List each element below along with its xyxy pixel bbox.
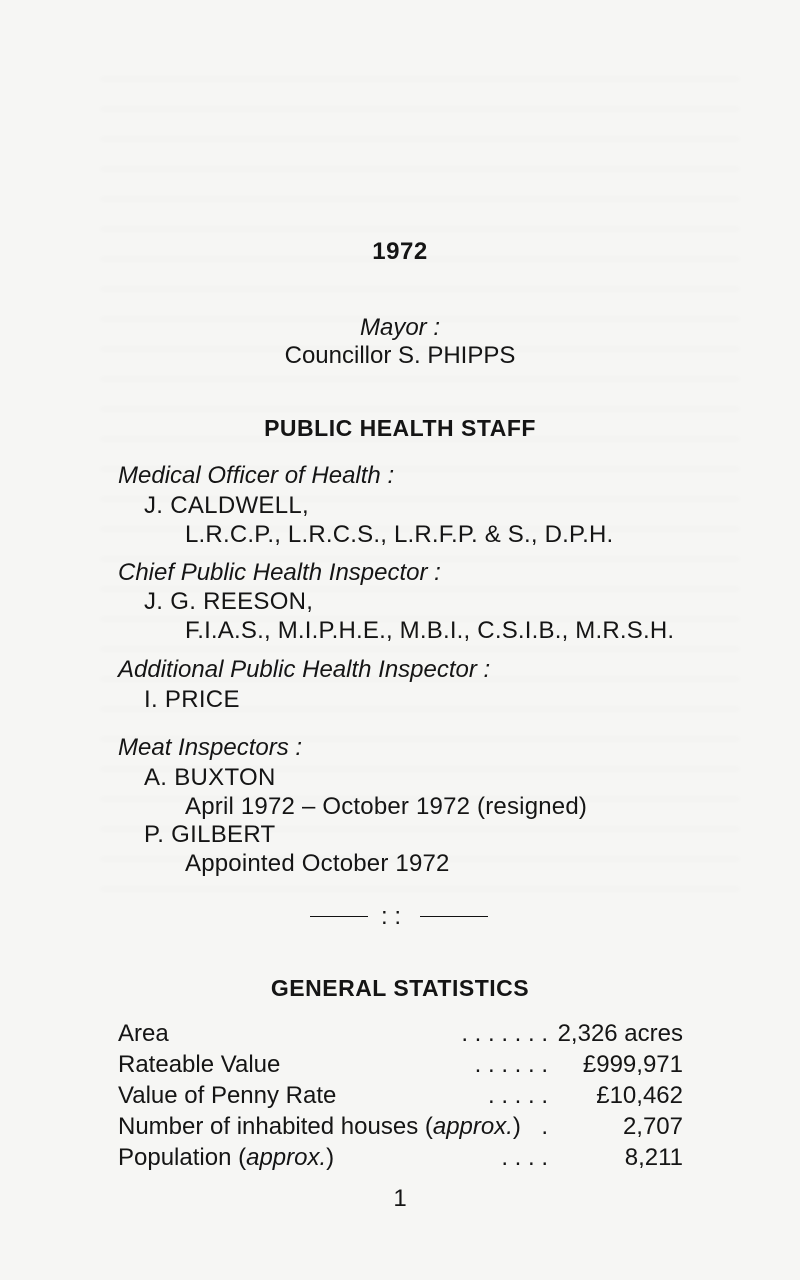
- stat-label-inhabited-houses-prefix: Number of inhabited houses (: [118, 1113, 433, 1140]
- chief-inspector-qualifications: F.I.A.S., M.I.P.H.E., M.B.I., C.S.I.B., M.R.S.H.: [185, 617, 675, 644]
- stat-row-penny-rate: [118, 1082, 683, 1112]
- meat-inspectors-role: Meat Inspectors :: [118, 734, 303, 761]
- stat-label-inhabited-houses-suffix: ): [512, 1113, 521, 1140]
- meat-inspector-buxton-detail: April 1972 – October 1972 (resigned): [185, 793, 588, 820]
- stat-leader-area: . . . . . . .: [461, 1020, 548, 1047]
- page-number: 1: [393, 1185, 407, 1212]
- medical-officer-role: Medical Officer of Health :: [118, 462, 395, 489]
- divider-dots: : :: [381, 903, 402, 930]
- stat-row-inhabited-houses: [118, 1113, 683, 1143]
- medical-officer-name: J. CALDWELL,: [144, 492, 309, 519]
- meat-inspector-gilbert-name: P. GILBERT: [144, 821, 276, 848]
- meat-inspector-buxton-name: A. BUXTON: [144, 764, 276, 791]
- stat-value-rateable-value: £999,971: [582, 1051, 683, 1078]
- stat-label-population-suffix: ): [326, 1144, 335, 1171]
- additional-inspector-name: I. PRICE: [144, 686, 240, 713]
- section-divider: [310, 905, 488, 929]
- divider-left-rule: [310, 916, 368, 917]
- stat-label-inhabited-houses-italic: approx.: [432, 1113, 513, 1140]
- public-health-staff-heading: PUBLIC HEALTH STAFF: [264, 415, 536, 441]
- meat-inspector-gilbert-detail: Appointed October 1972: [185, 850, 450, 877]
- stat-label-population-prefix: Population (: [118, 1144, 247, 1171]
- mayor-label: Mayor :: [359, 314, 440, 341]
- stat-label-penny-rate: Value of Penny Rate: [118, 1082, 337, 1109]
- stat-value-penny-rate: £10,462: [596, 1082, 683, 1109]
- medical-officer-qualifications: L.R.C.P., L.R.C.S., L.R.F.P. & S., D.P.H.: [185, 521, 614, 548]
- stat-leader-penny-rate: . . . . .: [487, 1082, 548, 1109]
- general-statistics-heading: GENERAL STATISTICS: [270, 975, 530, 1001]
- stat-label-rateable-value: Rateable Value: [118, 1051, 281, 1078]
- chief-inspector-role: Chief Public Health Inspector :: [118, 559, 441, 586]
- stat-leader-rateable-value: . . . . . .: [474, 1051, 548, 1078]
- stat-row-area: [118, 1020, 683, 1050]
- stat-leader-population: . . . .: [501, 1144, 548, 1171]
- divider-right-rule: [420, 916, 488, 917]
- stat-label-area: Area: [118, 1020, 169, 1047]
- mayor-name: Councillor S. PHIPPS: [284, 342, 516, 369]
- stat-value-area: 2,326 acres: [557, 1020, 683, 1047]
- stat-row-rateable-value: [118, 1051, 683, 1081]
- stat-value-inhabited-houses: 2,707: [622, 1113, 683, 1140]
- stat-leader-inhabited-houses: .: [541, 1113, 548, 1140]
- additional-inspector-role: Additional Public Health Inspector :: [118, 656, 491, 683]
- stat-label-population-italic: approx.: [246, 1144, 327, 1171]
- chief-inspector-name: J. G. REESON,: [144, 588, 314, 615]
- stat-value-population: 8,211: [624, 1144, 683, 1171]
- stat-row-population: [118, 1144, 683, 1174]
- report-year: 1972: [372, 238, 428, 265]
